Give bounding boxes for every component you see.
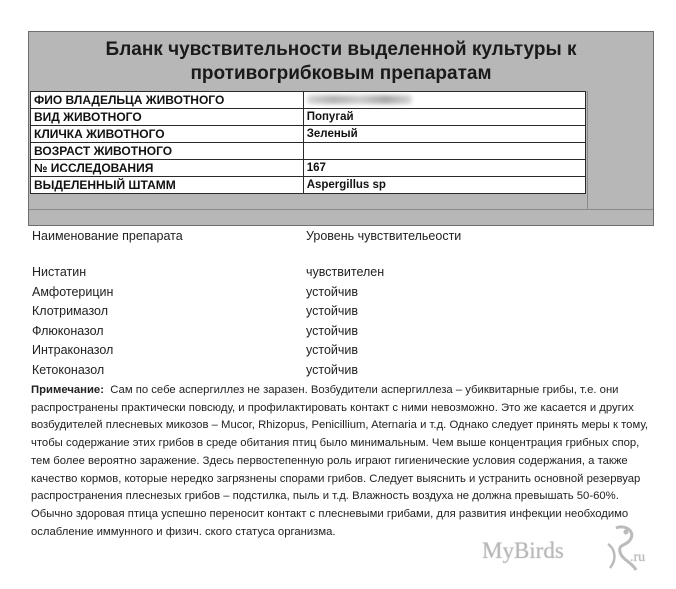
sensitivity-level: чувствителен: [306, 265, 385, 279]
note-paragraph: [31, 382, 651, 541]
bird-logo-icon: [596, 524, 646, 576]
sensitivity-form: [28, 31, 654, 226]
field-row-strain: [31, 177, 586, 194]
field-label: № ИССЛЕДОВАНИЯ: [31, 160, 304, 177]
field-value: 167: [303, 160, 585, 177]
drug-name: Клотримазол: [32, 304, 109, 319]
sensitivity-level: устойчив: [306, 304, 359, 319]
drug-name: Кетоконазол: [32, 362, 105, 377]
side-cell: [587, 91, 655, 209]
form-title-line2: противогрибковым препаратам: [190, 63, 492, 84]
watermark-name: MyBirds: [482, 538, 564, 563]
form-title: [29, 38, 653, 86]
note-text: Сам по себе аспергиллез не заразен. Возбудители аспергиллеза – убиквитарные грибы, т.е. они распространены практически повсюду, и профилактировать контакт с ними невозможно. Это же касается и других возбудителей плесневых микозов – Mucor, Rhizopus, Penicillium, Aternaria и т.д. Однако следует принять меры к тому, чтобы содержание этих грибов в среде обитания птиц было минимальным. Чем выше концентрация грибных спор, тем более вероятно заражение. Здесь первостепенную роль играют гигиенические условия содержания, а также качество кормов, которые нередко загрязнены спорами грибов. Следует выяснить и устранить основной резервуар распространения плеснезых грибов – подстилка, пыль и т.д. Влажность воздуха не должна превышать 50-60%. Обычно здоровая птица успешно переносит контакт с плесневыми грибами, для развития инфекции необходимо ослабление иммунного и физич. ского статуса организма.: [31, 384, 649, 538]
field-label: ВОЗРАСТ ЖИВОТНОГО: [31, 143, 304, 160]
field-value: Попугай: [303, 109, 585, 126]
field-label: ВЫДЕЛЕННЫЙ ШТАММ: [31, 177, 304, 194]
fields-table: [30, 91, 586, 194]
field-value: Зеленый: [303, 126, 585, 143]
form-title-line1: Бланк чувствительности выделенной культуры к: [105, 39, 577, 60]
redacted-name: [307, 95, 412, 104]
field-row-owner: [31, 92, 586, 109]
field-value: Aspergillus sp: [303, 177, 585, 194]
sensitivity-level: устойчив: [306, 284, 359, 299]
field-row-age: [31, 143, 586, 160]
field-row-nickname: [31, 126, 586, 143]
field-label: КЛИЧКА ЖИВОТНОГО: [31, 126, 304, 143]
note-label: Примечание:: [31, 384, 104, 396]
drug-name: Нистатин: [32, 265, 87, 279]
watermark-suffix: .ru: [630, 550, 646, 565]
field-row-species: [31, 109, 586, 126]
drug-name: Флюконазол: [32, 323, 104, 338]
column-header-drug: Наименование препарата: [32, 229, 183, 243]
field-value: [303, 143, 585, 160]
field-row-study-number: [31, 160, 586, 177]
drug-name: Интраконазол: [32, 343, 114, 358]
field-value-owner: [303, 92, 585, 109]
field-label: ВИД ЖИВОТНОГО: [31, 109, 304, 126]
sensitivity-level: устойчив: [306, 362, 359, 377]
divider: [29, 209, 653, 210]
drug-name: Амфотерицин: [32, 284, 114, 299]
watermark: [482, 538, 646, 565]
sensitivity-level: устойчив: [306, 343, 359, 358]
field-label: ФИО ВЛАДЕЛЬЦА ЖИВОТНОГО: [31, 92, 304, 109]
sensitivity-level: устойчив: [306, 323, 359, 338]
column-header-level: Уровень чувствительеости: [306, 229, 462, 243]
